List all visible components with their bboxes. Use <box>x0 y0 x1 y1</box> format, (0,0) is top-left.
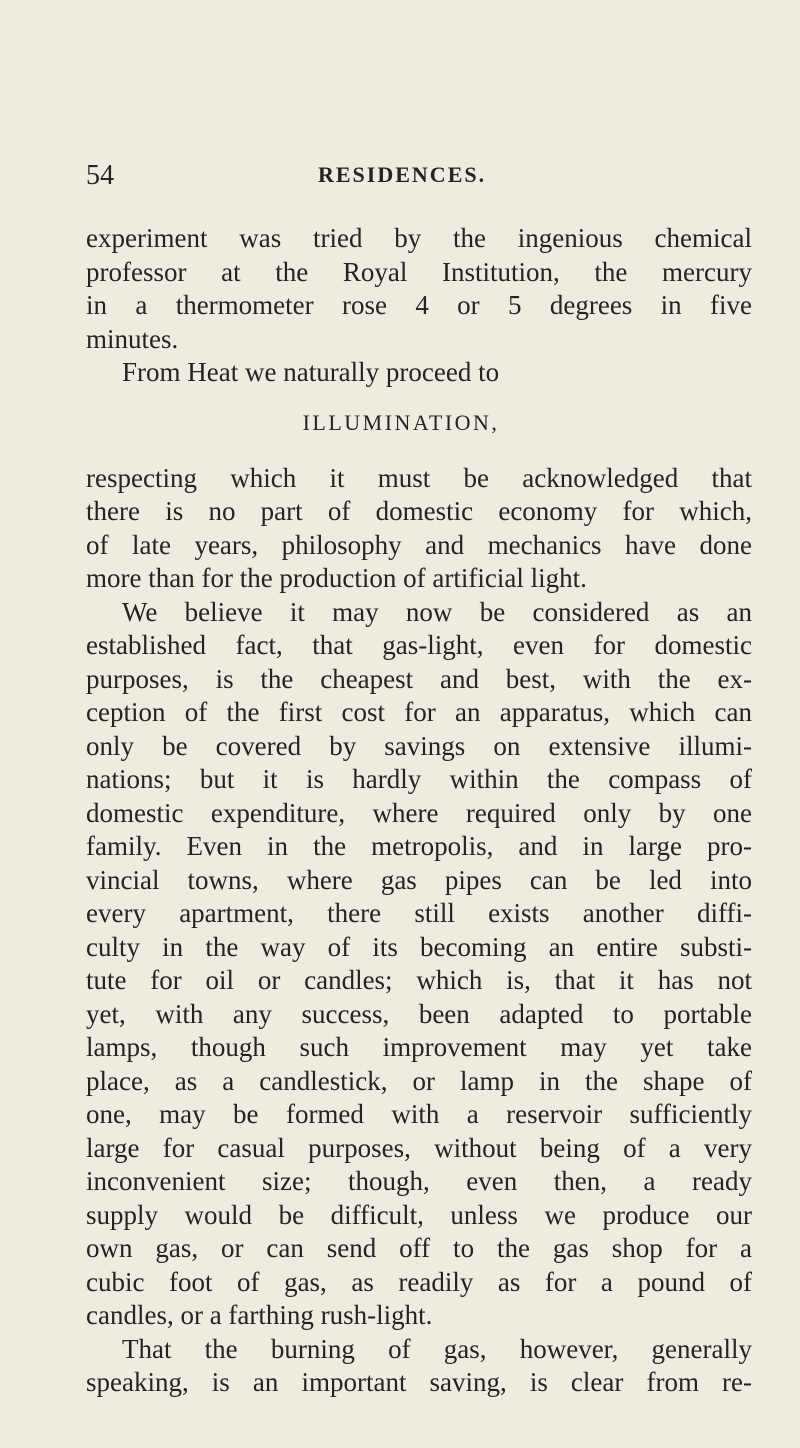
paragraph-4 <box>86 596 752 1333</box>
paragraph-2 <box>86 356 752 390</box>
text-line: yet, with any success, been adapted to portable <box>86 998 752 1029</box>
text-line: cubic foot of gas, as readily as for a pound of <box>86 1266 752 1297</box>
text-line: speaking, is an important saving, is clear from re- <box>86 1367 752 1397</box>
text-line: place, as a candlestick, or lamp in the shape of <box>86 1065 752 1096</box>
section-heading: ILLUMINATION, <box>302 409 500 435</box>
paragraph-3 <box>86 462 752 596</box>
paragraph-5 <box>86 1333 752 1400</box>
text-line: one, may be formed with a reservoir sufficiently <box>86 1099 752 1129</box>
body-text <box>86 222 752 1400</box>
text-line: lamps, though such improvement may yet take <box>86 1032 752 1062</box>
page-number: 54 <box>86 160 114 191</box>
text-line: purposes, is the cheapest and best, with the ex- <box>86 663 752 694</box>
text-line: only be covered by savings on extensive illumi- <box>86 730 752 761</box>
text-line: tute for oil or candles; which is, that it has not <box>86 965 752 995</box>
text-line: From Heat we naturally proceed to <box>122 357 500 387</box>
text-line: minutes. <box>86 323 179 354</box>
text-line: every apartment, there still exists another diffi- <box>86 898 752 928</box>
text-line: experiment was tried by the ingenious chemical <box>86 223 752 253</box>
text-line: own gas, or can send off to the gas shop for a <box>86 1233 752 1263</box>
text-line: large for casual purposes, without being of a very <box>86 1132 752 1163</box>
paragraph-1 <box>86 222 752 356</box>
text-line: supply would be difficult, unless we produce our <box>86 1199 752 1230</box>
text-line: culty in the way of its becoming an entire substi- <box>86 931 752 962</box>
running-title: RESIDENCES. <box>318 162 487 187</box>
text-line: ception of the first cost for an apparatus, which can <box>86 697 752 727</box>
text-line: candles, or a farthing rush-light. <box>86 1300 433 1330</box>
text-line: established fact, that gas-light, even for domestic <box>86 630 752 660</box>
text-line: in a thermometer rose 4 or 5 degrees in five <box>86 290 752 320</box>
text-line: That the burning of gas, however, generally <box>122 1333 752 1364</box>
text-line: domestic expenditure, where required only by one <box>86 797 752 828</box>
text-line: professor at the Royal Institution, the mercury <box>86 256 752 287</box>
text-line: nations; but it is hardly within the compass of <box>86 764 752 794</box>
text-line: inconvenient size; though, even then, a ready <box>86 1166 752 1196</box>
text-line: respecting which it must be acknowledged that <box>86 462 752 493</box>
text-line: We believe it may now be considered as an <box>122 596 752 627</box>
text-line: vincial towns, where gas pipes can be led into <box>86 864 752 895</box>
running-head <box>86 160 748 191</box>
text-line: more than for the production of artificial light. <box>86 563 587 593</box>
text-line: of late years, philosophy and mechanics have done <box>86 529 752 560</box>
text-line: there is no part of domestic economy for which, <box>86 496 752 526</box>
text-line: family. Even in the metropolis, and in large pro- <box>86 831 752 861</box>
heading-spacer <box>86 450 752 462</box>
